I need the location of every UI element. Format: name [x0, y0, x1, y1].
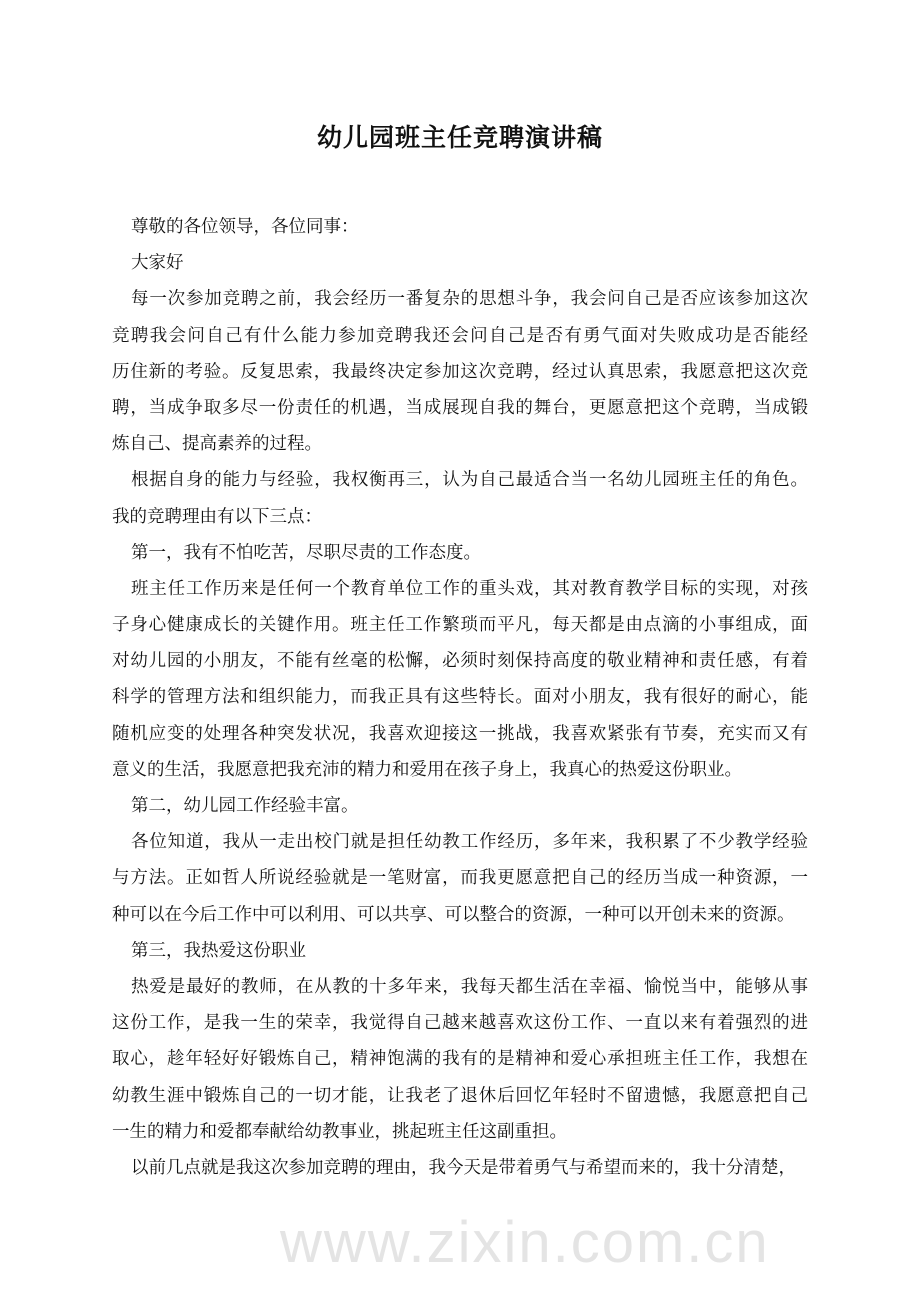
- paragraph: [112, 462, 808, 534]
- text-line: 幼教生涯中锻炼自己的一切才能，让我老了退休后回忆年轻时不留遗憾，我愿意把自己: [112, 1085, 808, 1106]
- text-line: 大家好: [131, 253, 184, 274]
- paragraph: [112, 1150, 808, 1186]
- text-line: 第一，我有不怕吃苦，尽职尽责的工作态度。: [131, 542, 481, 563]
- text-line: 取心，趁年轻好好锻炼自己，精神饱满的我有的是精神和爱心承担班主任工作，我想在: [112, 1049, 808, 1070]
- text-line: 历住新的考验。反复思索，我最终决定参加这次竞聘，经过认真思索，我愿意把这次竞: [112, 361, 808, 382]
- text-line: 对幼儿园的小朋友，不能有丝毫的松懈，必须时刻保持高度的敬业精神和责任感，有着: [112, 651, 808, 672]
- text-line: 以前几点就是我这次参加竞聘的理由，我今天是带着勇气与希望而来的，我十分清楚，: [131, 1157, 796, 1178]
- paragraph: [112, 571, 808, 788]
- text-line: 每一次参加竞聘之前，我会经历一番复杂的思想斗争，我会问自己是否应该参加这次: [131, 289, 808, 310]
- text-line: 各位知道，我从一走出校门就是担任幼教工作经历，多年来，我积累了不少教学经验: [131, 832, 808, 853]
- text-line: 聘，当成争取多尽一份责任的机遇，当成展现自我的舞台，更愿意把这个竞聘，当成锻: [112, 397, 808, 418]
- text-line: 与方法。正如哲人所说经验就是一笔财富，而我更愿意把自己的经历当成一种资源，一: [112, 868, 808, 889]
- paragraph: [112, 933, 808, 969]
- text-line: 班主任工作历来是任何一个教育单位工作的重头戏，其对教育教学目标的实现，对孩: [131, 578, 808, 599]
- text-line: 这份工作，是我一生的荣幸，我觉得自己越来越喜欢这份工作、一直以来有着强烈的进: [112, 1013, 808, 1034]
- document-title: 幼儿园班主任竞聘演讲稿: [316, 123, 603, 152]
- text-line: 尊敬的各位领导，各位同事：: [131, 217, 359, 237]
- text-line: 子身心健康成长的关键作用。班主任工作繁琐而平凡，每天都是由点滴的小事组成，面: [112, 615, 808, 636]
- paragraph: [112, 788, 808, 824]
- text-line: 随机应变的处理各种突发状况，我喜欢迎接这一挑战，我喜欢紧张有节奏，充实而又有: [112, 723, 808, 744]
- text-line: 竞聘我会问自己有什么能力参加竞聘我还会问自己是否有勇气面对失败成功是否能经: [112, 325, 808, 346]
- text-line: 种可以在今后工作中可以利用、可以共享、可以整合的资源，一种可以开创未来的资源。: [112, 904, 795, 925]
- paragraph: [112, 281, 808, 462]
- paragraph: [112, 969, 808, 1150]
- text-line: 第二，幼儿园工作经验丰富。: [131, 796, 359, 816]
- paragraph: [112, 535, 808, 571]
- text-line: 第三，我热爱这份职业: [131, 940, 306, 961]
- text-line: 一生的精力和爱都奉献给幼教事业，挑起班主任这副重担。: [112, 1121, 567, 1142]
- paragraph: [112, 245, 808, 281]
- text-line: 我的竞聘理由有以下三点：: [112, 506, 322, 527]
- document-body: [112, 209, 808, 1186]
- text-line: 炼自己、提高素养的过程。: [112, 434, 322, 455]
- paragraph: [112, 209, 808, 245]
- paragraph: [112, 824, 808, 933]
- text-line: 根据自身的能力与经验，我权衡再三，认为自己最适合当一名幼儿园班主任的角色。: [131, 470, 808, 491]
- text-line: 科学的管理方法和组织能力，而我正具有这些特长。面对小朋友，我有很好的耐心，能: [112, 687, 808, 708]
- text-line: 意义的生活，我愿意把我充沛的精力和爱用在孩子身上，我真心的热爱这份职业。: [112, 759, 742, 780]
- text-line: 热爱是最好的教师，在从教的十多年来，我每天都生活在幸福、愉悦当中，能够从事: [131, 976, 808, 997]
- watermark: www.zixin.com.cn: [280, 1210, 770, 1275]
